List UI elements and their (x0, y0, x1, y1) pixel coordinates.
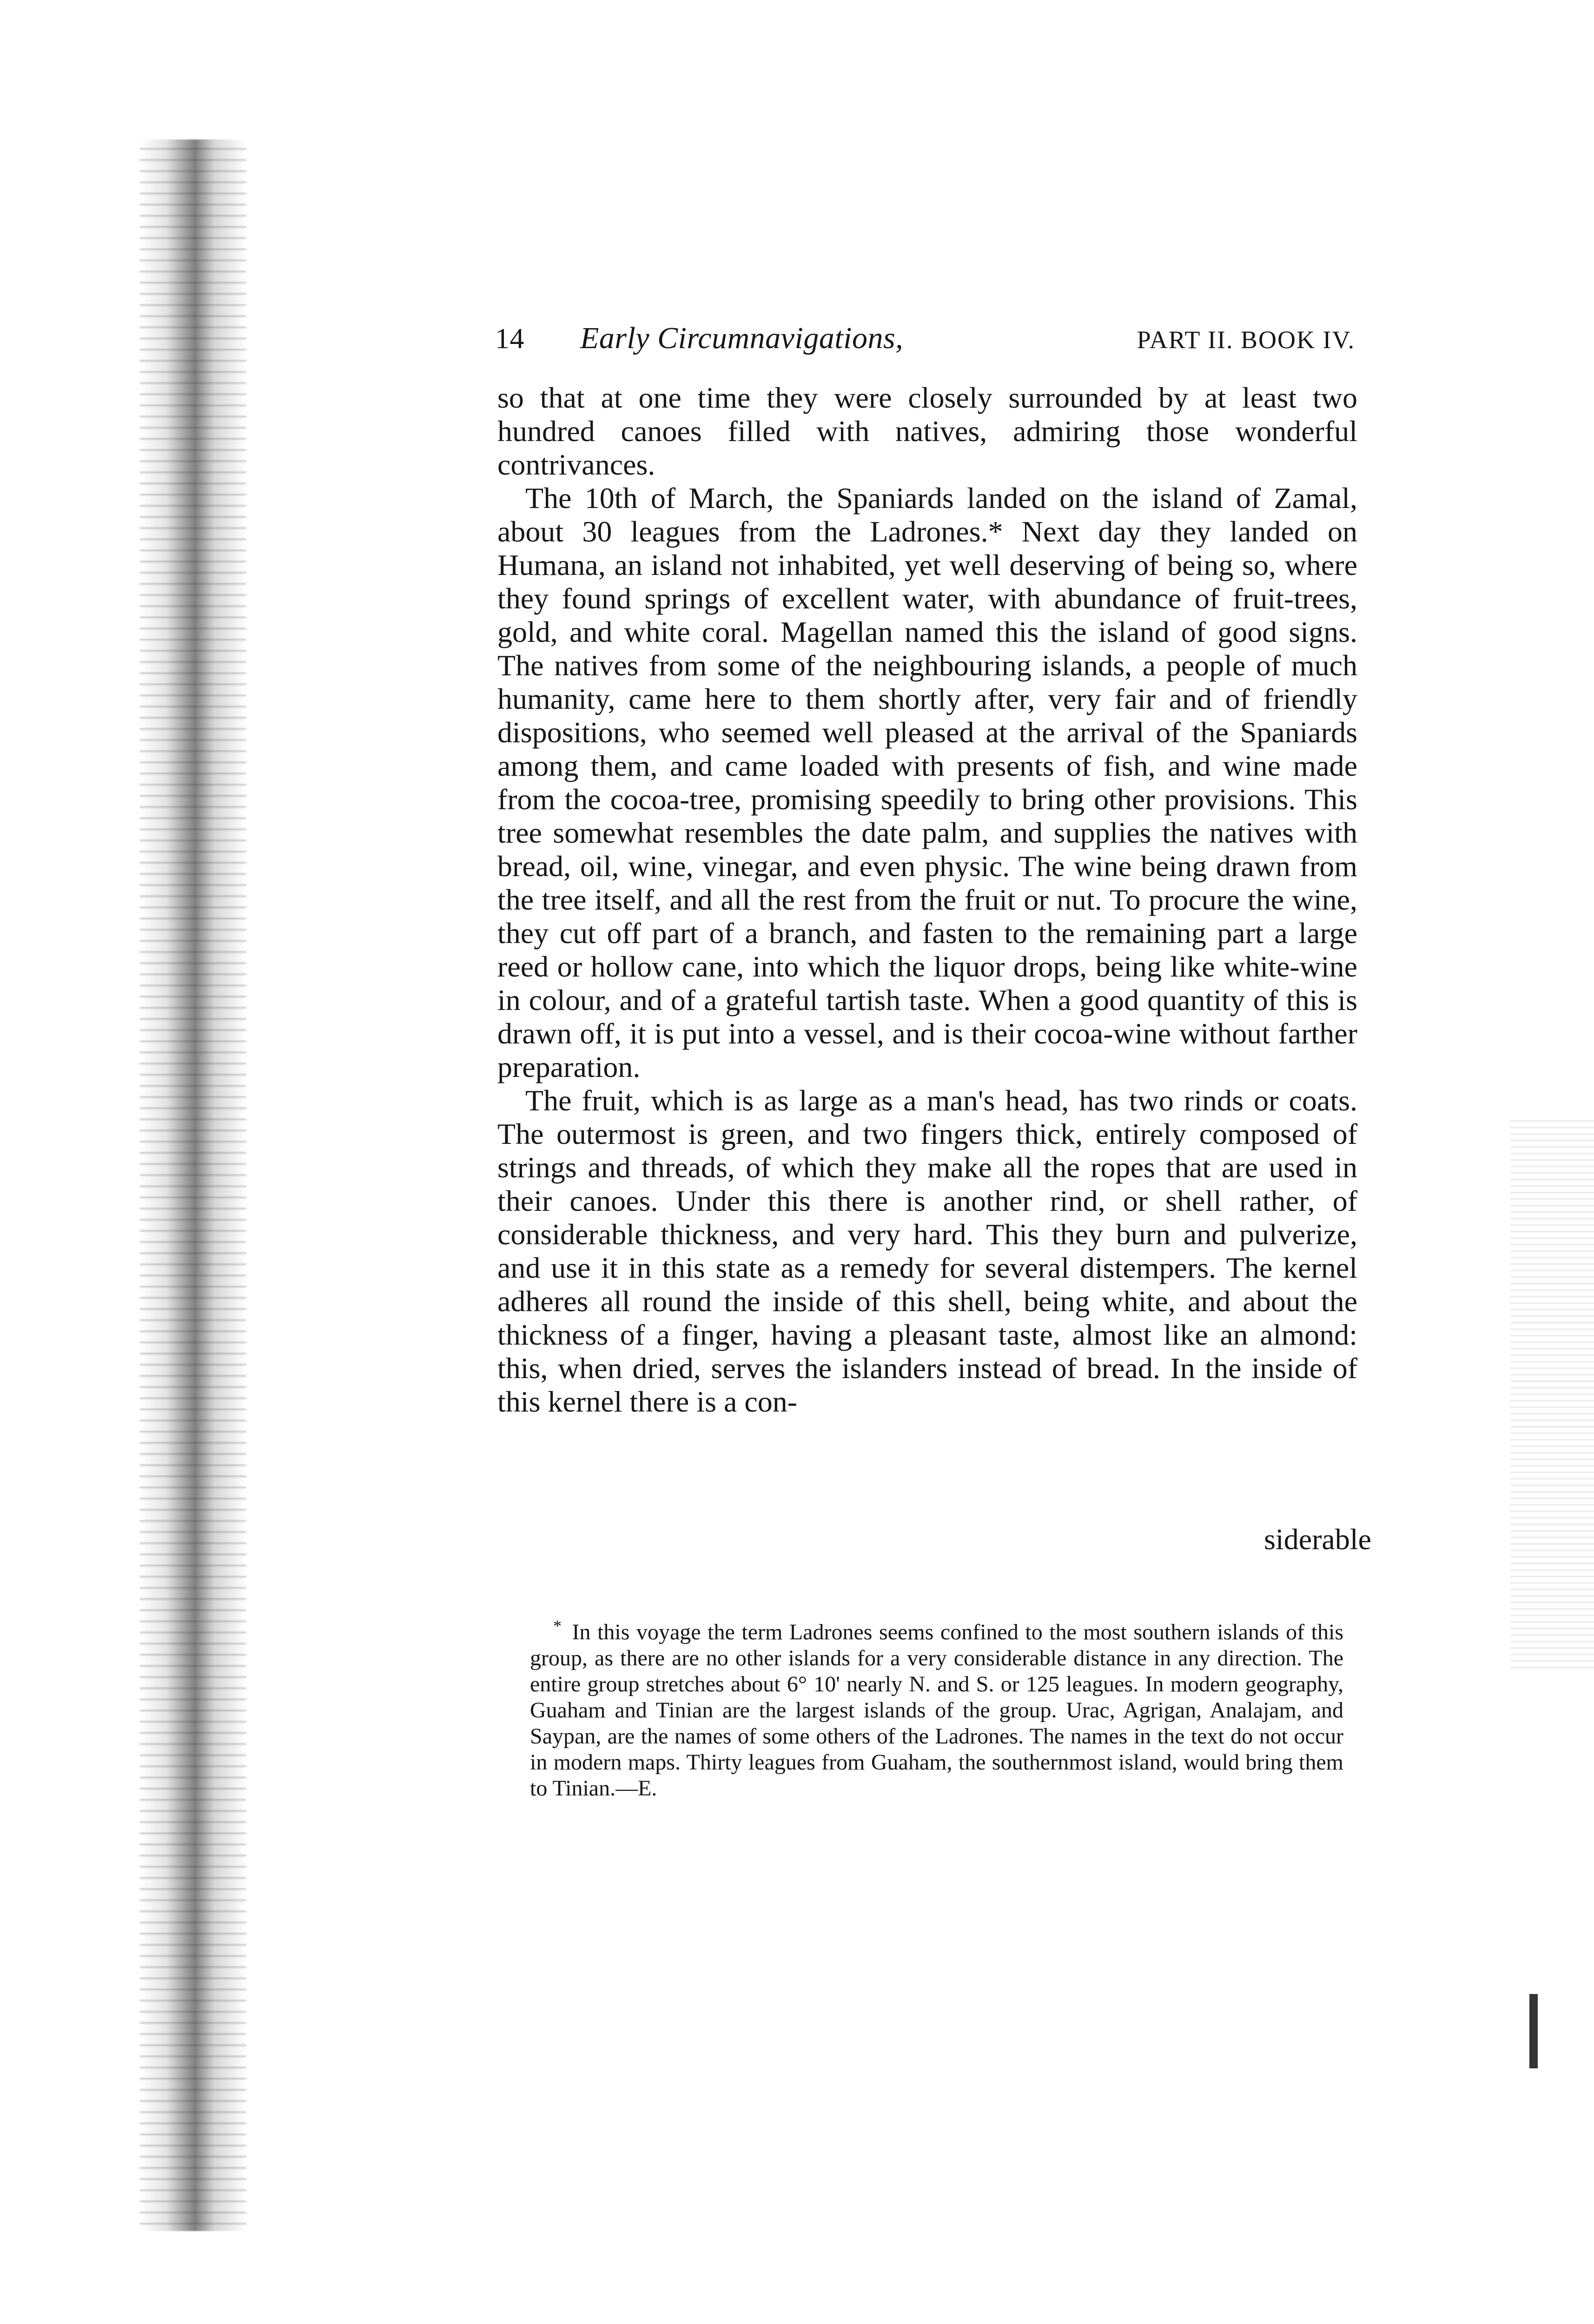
footnote-text: In this voyage the term Ladrones seems confined to the most southern islands of this group, as there are no other islands for a very considerable distance in any direction. The entire group stretches about 6° 10' nearly N. and S. or 125 leagues. In modern geography, Guaham and Tinian are the largest islands of the group. Urac, Agrigan, Analajam, and Saypan, are the names of some others of the Ladrones. The names in the text do not occur in modern maps. Thirty leagues from Guaham, the southernmost island, would bring them to Tinian.—E. (530, 1620, 1344, 1801)
body-paragraph: so that at one time they were closely surrounded by at least two hundred canoes filled with natives, admiring those wonderful contrivances. (497, 381, 1357, 481)
section-reference: PART II. BOOK IV. (1137, 326, 1355, 354)
running-title: Early Circumnavigations, (580, 321, 904, 355)
body-paragraph: The fruit, which is as large as a man's head, has two rinds or coats. The outermost is green, and two fingers thick, entirely composed of strings and threads, of which they make all the ropes that are used in their canoes. Under this there is another rind, or shell rather, of considerable thickness, and very hard. This they burn and pulverize, and use it in this state as a remedy for several distempers. The kernel adheres all round the inside of this shell, being white, and about the thickness of a finger, having a pleasant taste, almost like an almond: this, when dried, serves the islanders instead of bread. In the inside of this kernel there is a con- (497, 1084, 1357, 1418)
page-number: 14 (495, 323, 524, 355)
right-edge-scan-noise (1510, 1116, 1594, 1673)
body-paragraph: The 10th of March, the Spaniards landed on the island of Zamal, about 30 leagues from the Ladrones.* Next day they landed on Humana, an island not inhabited, yet well deserving of being so, where they found springs of excellent water, with abundance of fruit-trees, gold, and white coral. Magellan named this the island of good signs. The natives from some of the neighbouring islands, a people of much humanity, came here to them shortly after, very fair and of friendly dispositions, who seemed well pleased at the arrival of the Spaniards among them, and came loaded with presents of fish, and wine made from the cocoa-tree, promising speedily to bring other provisions. This tree somewhat resembles the date palm, and supplies the natives with bread, oil, wine, vinegar, and even physic. The wine being drawn from the tree itself, and all the rest from the fruit or nut. To procure the wine, they cut off part of a branch, and fasten to the remaining part a large reed or hollow cane, into which the liquor drops, being like white-wine in colour, and of a grateful tartish taste. When a good quantity of this is drawn off, it is put into a vessel, and is their cocoa-wine without farther preparation. (497, 482, 1357, 1083)
body-text (497, 381, 1357, 1419)
footnote (530, 1613, 1343, 1802)
binding-gutter-shadow (139, 139, 246, 2231)
catchword: siderable (1264, 1523, 1371, 1556)
scan-artifact-mark (1529, 1994, 1538, 2068)
footnote-paragraph (530, 1613, 1343, 1802)
footnote-mark: * (553, 1617, 562, 1635)
page-header (495, 321, 1355, 363)
